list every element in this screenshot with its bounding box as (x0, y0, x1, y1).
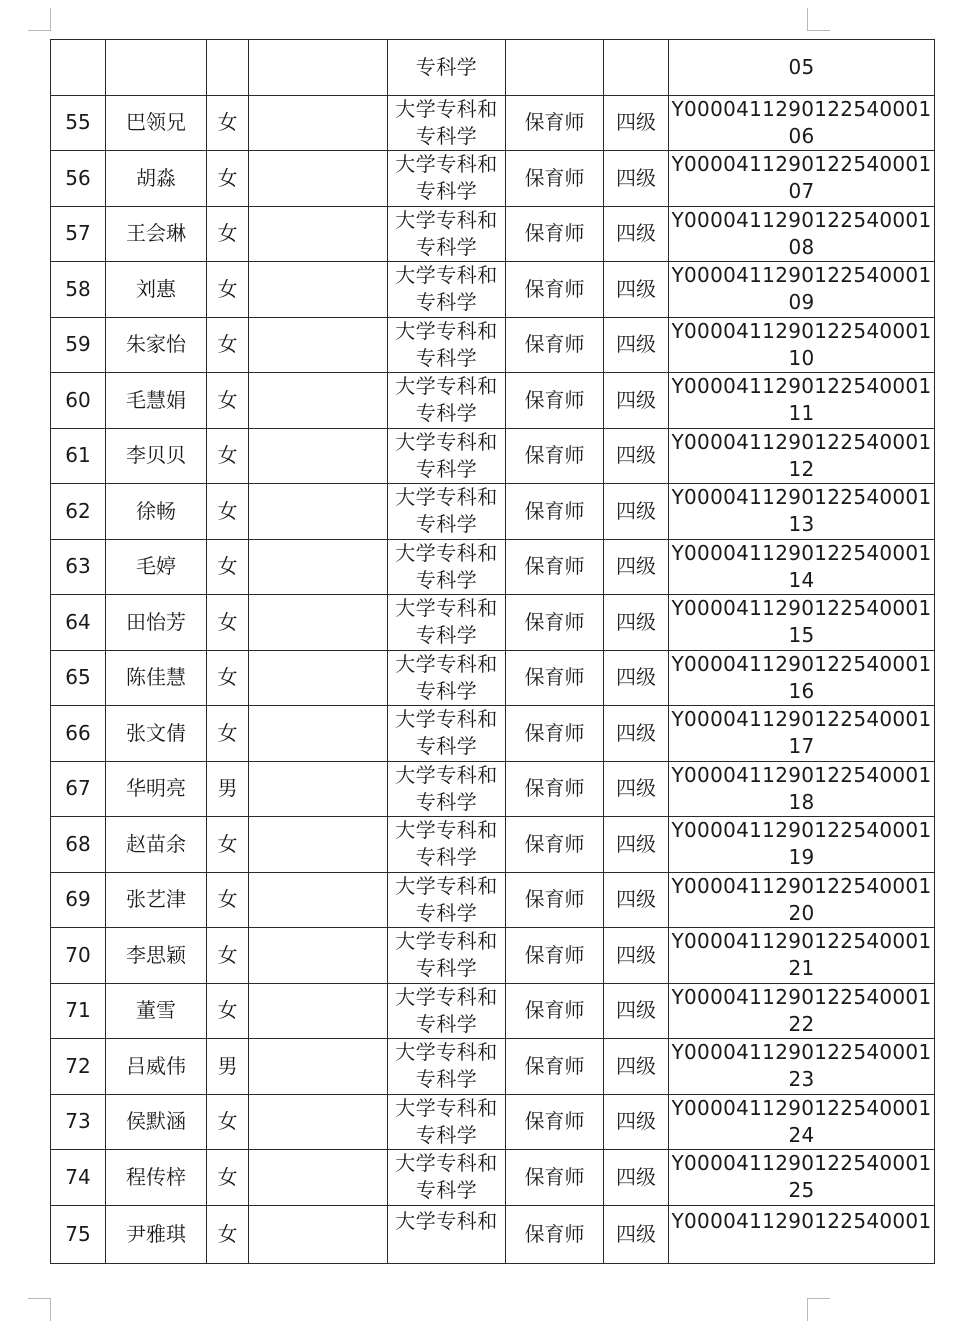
certificate-number-cell (669, 706, 935, 762)
certificate-number-line-1: Y0000411290122540001 (671, 96, 932, 121)
serial-number-cell: 63 (51, 539, 106, 595)
education-line-2: 专科学 (415, 234, 478, 259)
occupation-cell: 保育师 (506, 317, 604, 373)
certificate-number-cell (669, 262, 935, 318)
table-row (51, 539, 935, 595)
table-row (51, 151, 935, 207)
serial-number-cell: 73 (51, 1094, 106, 1150)
certificate-number-line-2: 11 (788, 401, 815, 426)
certificate-number-cell (669, 817, 935, 873)
certificate-number-cell (669, 317, 935, 373)
certificate-number-cell (669, 1150, 935, 1206)
table-row (51, 706, 935, 762)
name-cell: 毛慧娟 (106, 373, 207, 429)
gender-cell (207, 40, 249, 96)
education-line-2: 专科学 (415, 956, 478, 981)
education-line-1: 大学专科和 (395, 762, 498, 787)
occupation-cell: 保育师 (506, 872, 604, 928)
gender-cell: 女 (207, 484, 249, 540)
education-line-2: 专科学 (415, 1067, 478, 1092)
table-row (51, 650, 935, 706)
blank-cell (249, 817, 388, 873)
blank-cell (249, 595, 388, 651)
education-cell (388, 1039, 506, 1095)
occupation-cell: 保育师 (506, 928, 604, 984)
serial-number-cell: 68 (51, 817, 106, 873)
certificate-number-line-2: 16 (788, 678, 815, 703)
blank-cell (249, 95, 388, 151)
education-cell (388, 1150, 506, 1206)
certificate-number-line-1: Y0000411290122540001 (671, 818, 932, 843)
name-cell: 朱家怡 (106, 317, 207, 373)
education-line-1: 大学专科和 (395, 96, 498, 121)
education-line-1: 大学专科和 (395, 318, 498, 343)
certificate-number-line-2: 21 (788, 956, 815, 981)
certificate-number-line-1: Y0000411290122540001 (671, 429, 932, 454)
blank-cell (249, 706, 388, 762)
education-cell (388, 1094, 506, 1150)
certificate-number-cell (669, 539, 935, 595)
occupation-cell: 保育师 (506, 706, 604, 762)
level-cell: 四级 (604, 428, 669, 484)
certificate-number-line-2: 09 (788, 290, 815, 315)
education-line-1: 大学专科和 (395, 1151, 498, 1176)
name-cell: 王会琳 (106, 206, 207, 262)
certificate-number-line: 05 (788, 54, 815, 79)
education-line-1: 大学专科和 (395, 707, 498, 732)
level-cell (604, 40, 669, 96)
occupation-cell: 保育师 (506, 484, 604, 540)
education-line-2: 专科学 (415, 567, 478, 592)
blank-cell (249, 539, 388, 595)
gender-cell: 女 (207, 817, 249, 873)
education-cell (388, 373, 506, 429)
certificate-number-line-1: Y0000411290122540001 (671, 152, 932, 177)
level-cell: 四级 (604, 872, 669, 928)
education-line-1: 大学专科和 (395, 873, 498, 898)
certificate-number-cell (669, 983, 935, 1039)
occupation-cell: 保育师 (506, 1205, 604, 1263)
serial-number-cell: 65 (51, 650, 106, 706)
blank-cell (249, 761, 388, 817)
blank-cell (249, 206, 388, 262)
certificate-number-line-1: Y0000411290122540001 (671, 984, 932, 1009)
certificate-number-line-2: 12 (788, 456, 815, 481)
gender-cell: 女 (207, 539, 249, 595)
blank-cell (249, 983, 388, 1039)
education-line-1: 大学专科和 (395, 207, 498, 232)
blank-cell (249, 373, 388, 429)
table-row (51, 983, 935, 1039)
table-row (51, 928, 935, 984)
name-cell: 侯默涵 (106, 1094, 207, 1150)
certificate-number-line-2: 20 (788, 900, 815, 925)
serial-number-cell: 72 (51, 1039, 106, 1095)
gender-cell: 女 (207, 1205, 249, 1263)
name-cell: 田怡芳 (106, 595, 207, 651)
level-cell: 四级 (604, 1094, 669, 1150)
blank-cell (249, 1039, 388, 1095)
education-cell (388, 872, 506, 928)
serial-number-cell (51, 40, 106, 96)
level-cell: 四级 (604, 595, 669, 651)
gender-cell: 女 (207, 373, 249, 429)
education-cell (388, 95, 506, 151)
table-row (51, 317, 935, 373)
certificate-number-line-1: Y0000411290122540001 (671, 1151, 932, 1176)
name-cell: 程传梓 (106, 1150, 207, 1206)
education-line-2: 专科学 (415, 179, 478, 204)
education-line-1: 大学专科和 (395, 429, 498, 454)
serial-number-cell: 64 (51, 595, 106, 651)
serial-number-cell: 75 (51, 1205, 106, 1263)
education-cell (388, 1205, 506, 1263)
certificate-number-line-2: 06 (788, 123, 815, 148)
name-cell: 徐畅 (106, 484, 207, 540)
blank-cell (249, 262, 388, 318)
occupation-cell: 保育师 (506, 1150, 604, 1206)
education-line-2: 专科学 (415, 1178, 478, 1203)
certificate-number-line-1: Y0000411290122540001 (671, 1040, 932, 1065)
serial-number-cell: 56 (51, 151, 106, 207)
certificate-number-line-1: Y0000411290122540001 (671, 1208, 932, 1233)
table-row (51, 1150, 935, 1206)
education-line-1: 大学专科和 (395, 374, 498, 399)
crop-mark-top-right (807, 8, 830, 31)
table-row-continued (51, 40, 935, 96)
certificate-number-line-1: Y0000411290122540001 (671, 263, 932, 288)
education-line: 专科学 (415, 54, 478, 79)
serial-number-cell: 71 (51, 983, 106, 1039)
name-cell: 赵苗余 (106, 817, 207, 873)
occupation-cell (506, 40, 604, 96)
level-cell: 四级 (604, 1205, 669, 1263)
level-cell: 四级 (604, 317, 669, 373)
level-cell: 四级 (604, 1039, 669, 1095)
blank-cell (249, 1205, 388, 1263)
crop-mark-bottom-left (28, 1298, 51, 1321)
table-row (51, 1094, 935, 1150)
certificate-number-cell (669, 1205, 935, 1263)
certificate-roster-table (50, 39, 935, 1264)
certificate-number-line-1: Y0000411290122540001 (671, 207, 932, 232)
blank-cell (249, 872, 388, 928)
education-line-2: 专科学 (415, 401, 478, 426)
blank-cell (249, 151, 388, 207)
table-row (51, 1205, 935, 1263)
education-line-2: 专科学 (415, 345, 478, 370)
education-cell (388, 40, 506, 96)
certificate-number-cell (669, 928, 935, 984)
certificate-number-line-2: 13 (788, 512, 815, 537)
table-row (51, 95, 935, 151)
level-cell: 四级 (604, 706, 669, 762)
gender-cell: 女 (207, 317, 249, 373)
certificate-number-line-2: 10 (788, 345, 815, 370)
education-line-2: 专科学 (415, 845, 478, 870)
name-cell: 胡淼 (106, 151, 207, 207)
occupation-cell: 保育师 (506, 95, 604, 151)
certificate-number-cell (669, 95, 935, 151)
certificate-number-cell (669, 1039, 935, 1095)
blank-cell (249, 428, 388, 484)
occupation-cell: 保育师 (506, 262, 604, 318)
name-cell: 董雪 (106, 983, 207, 1039)
certificate-number-line-1: Y0000411290122540001 (671, 1095, 932, 1120)
education-line-2: 专科学 (415, 678, 478, 703)
serial-number-cell: 55 (51, 95, 106, 151)
blank-cell (249, 928, 388, 984)
certificate-number-line-2: 15 (788, 623, 815, 648)
table-row (51, 262, 935, 318)
certificate-number-line-1: Y0000411290122540001 (671, 929, 932, 954)
gender-cell: 女 (207, 151, 249, 207)
education-line-1: 大学专科和 (395, 984, 498, 1009)
occupation-cell: 保育师 (506, 539, 604, 595)
certificate-number-cell (669, 151, 935, 207)
roster-body (51, 40, 935, 1264)
level-cell: 四级 (604, 928, 669, 984)
education-cell (388, 706, 506, 762)
table-row (51, 428, 935, 484)
education-cell (388, 817, 506, 873)
gender-cell: 男 (207, 761, 249, 817)
name-cell: 陈佳慧 (106, 650, 207, 706)
serial-number-cell: 60 (51, 373, 106, 429)
gender-cell: 男 (207, 1039, 249, 1095)
certificate-number-line-1: Y0000411290122540001 (671, 540, 932, 565)
gender-cell: 女 (207, 650, 249, 706)
education-cell (388, 983, 506, 1039)
certificate-number-cell (669, 206, 935, 262)
serial-number-cell: 70 (51, 928, 106, 984)
occupation-cell: 保育师 (506, 761, 604, 817)
education-line-2: 专科学 (415, 123, 478, 148)
gender-cell: 女 (207, 428, 249, 484)
education-line-1: 大学专科和 (395, 818, 498, 843)
certificate-number-line-2: 25 (788, 1178, 815, 1203)
certificate-number-line-2: 19 (788, 845, 815, 870)
certificate-number-cell (669, 872, 935, 928)
serial-number-cell: 74 (51, 1150, 106, 1206)
name-cell: 吕威伟 (106, 1039, 207, 1095)
table-row (51, 206, 935, 262)
gender-cell: 女 (207, 206, 249, 262)
serial-number-cell: 67 (51, 761, 106, 817)
certificate-number-line-1: Y0000411290122540001 (671, 485, 932, 510)
serial-number-cell: 66 (51, 706, 106, 762)
certificate-number-line-1: Y0000411290122540001 (671, 651, 932, 676)
gender-cell: 女 (207, 95, 249, 151)
education-line-1: 大学专科和 (395, 1040, 498, 1065)
occupation-cell: 保育师 (506, 206, 604, 262)
gender-cell: 女 (207, 706, 249, 762)
education-line-1: 大学专科和 (395, 596, 498, 621)
crop-mark-top-left (28, 8, 51, 31)
blank-cell (249, 40, 388, 96)
certificate-number-cell (669, 40, 935, 96)
blank-cell (249, 1150, 388, 1206)
table-row (51, 373, 935, 429)
name-cell: 尹雅琪 (106, 1205, 207, 1263)
education-line-1: 大学专科和 (395, 929, 498, 954)
certificate-number-cell (669, 428, 935, 484)
level-cell: 四级 (604, 373, 669, 429)
level-cell: 四级 (604, 983, 669, 1039)
certificate-number-line-1: Y0000411290122540001 (671, 374, 932, 399)
blank-cell (249, 650, 388, 706)
name-cell: 毛婷 (106, 539, 207, 595)
education-line-2: 专科学 (415, 900, 478, 925)
education-line-2: 专科学 (415, 623, 478, 648)
name-cell (106, 40, 207, 96)
occupation-cell: 保育师 (506, 151, 604, 207)
certificate-number-cell (669, 484, 935, 540)
education-cell (388, 928, 506, 984)
education-line-2: 专科学 (415, 1011, 478, 1036)
occupation-cell: 保育师 (506, 373, 604, 429)
education-line-2: 专科学 (415, 734, 478, 759)
education-line-1: 大学专科和 (395, 263, 498, 288)
education-cell (388, 262, 506, 318)
certificate-number-cell (669, 595, 935, 651)
gender-cell: 女 (207, 595, 249, 651)
certificate-number-cell (669, 761, 935, 817)
occupation-cell: 保育师 (506, 595, 604, 651)
name-cell: 华明亮 (106, 761, 207, 817)
education-cell (388, 484, 506, 540)
name-cell: 张艺津 (106, 872, 207, 928)
education-line-2: 专科学 (415, 1122, 478, 1147)
gender-cell: 女 (207, 1094, 249, 1150)
level-cell: 四级 (604, 650, 669, 706)
education-cell (388, 206, 506, 262)
serial-number-cell: 58 (51, 262, 106, 318)
certificate-number-line-1: Y0000411290122540001 (671, 762, 932, 787)
level-cell: 四级 (604, 206, 669, 262)
name-cell: 张文倩 (106, 706, 207, 762)
certificate-number-line-2: 18 (788, 789, 815, 814)
table-row (51, 817, 935, 873)
name-cell: 李贝贝 (106, 428, 207, 484)
name-cell: 李思颖 (106, 928, 207, 984)
education-line-1: 大学专科和 (395, 1095, 498, 1120)
education-line-2: 专科学 (415, 290, 478, 315)
certificate-number-line-2: 14 (788, 567, 815, 592)
table-row (51, 595, 935, 651)
level-cell: 四级 (604, 151, 669, 207)
gender-cell: 女 (207, 928, 249, 984)
table-row (51, 484, 935, 540)
gender-cell: 女 (207, 262, 249, 318)
blank-cell (249, 484, 388, 540)
level-cell: 四级 (604, 1150, 669, 1206)
certificate-number-line-1: Y0000411290122540001 (671, 873, 932, 898)
education-cell (388, 151, 506, 207)
education-line-2: 专科学 (415, 512, 478, 537)
gender-cell: 女 (207, 983, 249, 1039)
education-line-2: 专科学 (415, 789, 478, 814)
gender-cell: 女 (207, 872, 249, 928)
table-row (51, 761, 935, 817)
education-line-1: 大学专科和 (395, 1208, 498, 1233)
serial-number-cell: 62 (51, 484, 106, 540)
level-cell: 四级 (604, 484, 669, 540)
level-cell: 四级 (604, 539, 669, 595)
serial-number-cell: 59 (51, 317, 106, 373)
gender-cell: 女 (207, 1150, 249, 1206)
blank-cell (249, 317, 388, 373)
level-cell: 四级 (604, 817, 669, 873)
name-cell: 刘惠 (106, 262, 207, 318)
certificate-number-line-1: Y0000411290122540001 (671, 596, 932, 621)
table-row (51, 1039, 935, 1095)
education-cell (388, 595, 506, 651)
certificate-number-line-1: Y0000411290122540001 (671, 318, 932, 343)
table-row (51, 872, 935, 928)
crop-mark-bottom-right (807, 1298, 830, 1321)
occupation-cell: 保育师 (506, 983, 604, 1039)
certificate-number-line-2: 08 (788, 234, 815, 259)
serial-number-cell: 57 (51, 206, 106, 262)
education-line-1: 大学专科和 (395, 651, 498, 676)
certificate-number-line-2: 22 (788, 1011, 815, 1036)
education-line-2: 专科学 (415, 456, 478, 481)
certificate-number-cell (669, 373, 935, 429)
certificate-number-line-1: Y0000411290122540001 (671, 707, 932, 732)
education-line-1: 大学专科和 (395, 540, 498, 565)
name-cell: 巴领兄 (106, 95, 207, 151)
level-cell: 四级 (604, 761, 669, 817)
certificate-number-cell (669, 650, 935, 706)
blank-cell (249, 1094, 388, 1150)
serial-number-cell: 69 (51, 872, 106, 928)
education-cell (388, 761, 506, 817)
certificate-number-line-2: 17 (788, 734, 815, 759)
certificate-number-line-2: 24 (788, 1122, 815, 1147)
occupation-cell: 保育师 (506, 1094, 604, 1150)
certificate-number-line-2: 23 (788, 1067, 815, 1092)
education-cell (388, 650, 506, 706)
occupation-cell: 保育师 (506, 650, 604, 706)
occupation-cell: 保育师 (506, 428, 604, 484)
occupation-cell: 保育师 (506, 1039, 604, 1095)
education-cell (388, 539, 506, 595)
level-cell: 四级 (604, 262, 669, 318)
education-cell (388, 428, 506, 484)
occupation-cell: 保育师 (506, 817, 604, 873)
serial-number-cell: 61 (51, 428, 106, 484)
level-cell: 四级 (604, 95, 669, 151)
certificate-number-line-2: 07 (788, 179, 815, 204)
education-line-1: 大学专科和 (395, 152, 498, 177)
education-line-1: 大学专科和 (395, 485, 498, 510)
certificate-number-cell (669, 1094, 935, 1150)
education-cell (388, 317, 506, 373)
